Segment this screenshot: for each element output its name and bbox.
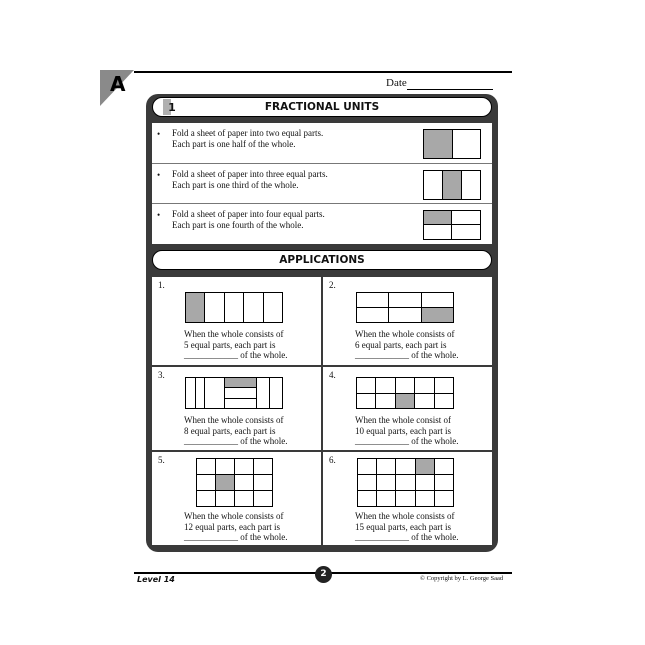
fraction-part [356,307,389,323]
fraction-part [234,490,254,507]
fig-part-shaded [424,130,452,158]
fraction-part [421,292,454,308]
application-item-5 [152,452,321,545]
fraction-part [434,490,454,507]
fraction-part [356,393,376,409]
fraction-part [253,474,273,491]
fraction-part [395,490,416,507]
tenths-figure [356,377,453,408]
fig-part [452,225,480,239]
applications-title: APPLICATIONS [279,254,365,266]
answer-blank[interactable]: ____________ of the whole. [184,436,288,447]
fraction-part [356,292,389,308]
fraction-part-shaded [215,474,235,491]
fraction-part [253,458,273,475]
top-rule [134,71,512,73]
item-number: 3. [158,370,165,380]
bullet: • [157,170,161,180]
fraction-part [415,474,435,491]
application-item-6 [323,452,492,545]
unit-line: Each part is one third of the whole. [172,180,299,190]
fraction-part [395,474,416,491]
answer-blank[interactable]: ____________ of the whole. [355,436,459,447]
unit-text [172,209,325,231]
sixths-figure [356,292,453,322]
fraction-part [234,458,254,475]
fig-part [424,225,452,239]
fig-part [424,171,442,199]
text-line: When the whole consists of [355,511,455,521]
fraction-part [204,377,225,409]
unit-line: Each part is one half of the whole. [172,139,296,149]
unit-row-half [152,123,492,163]
unit-line: Fold a sheet of paper into three equal parts. [172,169,328,179]
fraction-part [395,458,416,475]
fourth-figure [423,210,481,240]
fraction-part [434,393,454,409]
fifths-figure [185,292,282,322]
fraction-part [196,490,216,507]
text-line: 15 equal parts, each part is [355,521,451,532]
fig-part [452,130,481,158]
applications-header [152,250,492,270]
application-text [355,329,459,361]
fraction-part [414,393,435,409]
bullet: • [157,210,161,220]
eighths-figure [185,377,282,408]
text-line: 5 equal parts, each part is [184,339,276,350]
fraction-part [256,377,270,409]
bullet: • [157,129,161,139]
fraction-part [388,292,422,308]
copyright-notice: © Copyright by L. George Saad [420,575,504,582]
text-line: 12 equal parts, each part is [184,521,280,532]
fraction-part [357,474,377,491]
item-number: 2. [329,280,336,290]
unit-text [172,128,323,150]
fraction-part [215,490,235,507]
answer-blank[interactable]: ____________ of the whole. [355,532,459,543]
fraction-part-shaded [415,458,435,475]
fraction-part [434,458,454,475]
fractional-units-box [152,123,492,244]
fraction-part [224,398,257,409]
fraction-part [234,474,254,491]
text-line: When the whole consists of [184,511,284,521]
application-item-3 [152,367,321,450]
fraction-part-shaded [421,307,454,323]
fraction-part [263,292,283,323]
application-text [355,415,459,447]
fraction-part [388,307,422,323]
fraction-part [243,292,264,323]
date-field[interactable] [407,89,493,90]
fraction-part [253,490,273,507]
unit-row-fourth [152,203,492,244]
text-line: 6 equal parts, each part is [355,339,447,350]
fraction-part [375,377,396,394]
application-item-1 [152,277,321,365]
application-text [184,415,288,447]
fraction-part [376,474,396,491]
fraction-part [269,377,283,409]
fig-part-shaded [424,211,452,225]
fraction-part [357,490,377,507]
fractional-units-title: FRACTIONAL UNITS [264,101,380,113]
fig-part-shaded [442,171,461,199]
unit-line: Fold a sheet of paper into four equal parts. [172,209,325,219]
level-label: Level 14 [137,575,175,584]
application-text [184,511,288,543]
twelfths-figure [196,458,272,506]
answer-blank[interactable]: ____________ of the whole. [184,350,288,361]
fraction-part [375,393,396,409]
fraction-part [204,292,225,323]
fraction-part-shaded [185,292,205,323]
application-item-4 [323,367,492,450]
fraction-part [196,474,216,491]
text-line: When the whole consists of [184,415,284,425]
fraction-part [376,458,396,475]
item-number: 1. [158,280,165,290]
lesson-number: 1 [168,101,176,114]
item-number: 5. [158,455,165,465]
fraction-part [376,490,396,507]
fraction-part [215,458,235,475]
fraction-part [415,490,435,507]
application-item-2 [323,277,492,365]
fifteenths-figure [357,458,453,506]
fraction-part [196,458,216,475]
unit-text [172,169,328,191]
unit-line: Each part is one fourth of the whole. [172,220,304,230]
item-number: 4. [329,370,336,380]
fraction-part [434,377,454,394]
fractional-units-header [152,97,492,117]
page-number: 2 [315,566,332,583]
text-line: When the whole consist of [355,415,451,425]
item-number: 6. [329,455,336,465]
text-line: When the whole consists of [184,329,284,339]
text-line: When the whole consists of [355,329,455,339]
fraction-part [356,377,376,394]
date-label: Date [386,77,407,89]
application-text [184,329,288,361]
unit-line: Fold a sheet of paper into two equal parts. [172,128,324,138]
applications-grid [152,277,492,545]
application-text [355,511,459,543]
unit-row-third [152,163,492,203]
fig-part [461,171,480,199]
fraction-part-shaded [395,393,415,409]
fig-part [452,211,480,225]
fraction-part [395,377,415,394]
half-figure [423,129,481,159]
fraction-part [414,377,435,394]
fraction-part [224,292,244,323]
third-figure [423,170,481,200]
answer-blank[interactable]: ____________ of the whole. [184,532,288,543]
answer-blank[interactable]: ____________ of the whole. [355,350,459,361]
fraction-part [434,474,454,491]
text-line: 8 equal parts, each part is [184,425,276,436]
text-line: 10 equal parts, each part is [355,425,451,436]
section-letter: A [110,72,126,96]
fraction-part [357,458,377,475]
